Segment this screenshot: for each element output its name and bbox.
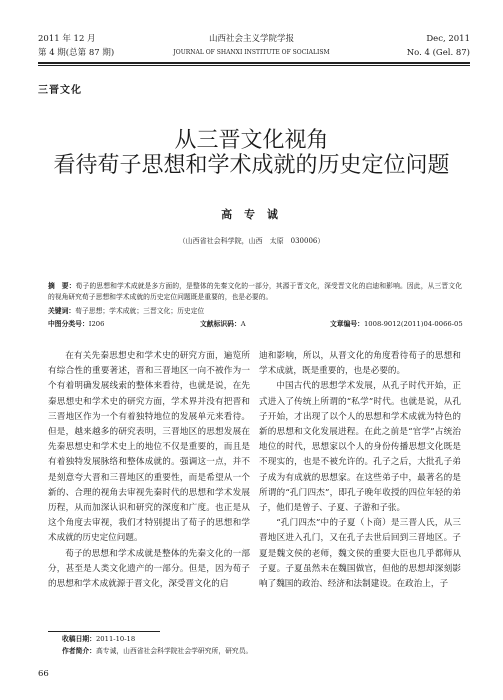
author-affiliation: （山西省社会科学院，山西 太原 030006） xyxy=(178,237,325,245)
journal-title: 山西社会主义学院学报 xyxy=(208,34,294,44)
doc-code xyxy=(200,319,246,330)
article-number xyxy=(330,319,463,330)
article-title-line1: 从三晋文化视角 xyxy=(174,128,329,153)
article-title-line2: 看待荀子思想和学术成就的历史定位问题 xyxy=(53,153,450,178)
keywords xyxy=(48,306,462,317)
article-value: 1008-9012(2011)04-0066-05 xyxy=(363,320,463,328)
article-label: 文章编号： xyxy=(330,320,364,328)
section-label: 三晋文化 xyxy=(38,85,82,96)
journal-title-en: JOURNAL OF SHANXI INSTITUTE OF SOCIALISM xyxy=(173,49,330,56)
received-value: 2011-10-18 xyxy=(95,635,136,643)
received-label: 收稿日期： xyxy=(62,635,96,643)
abstract-text: 荀子的思想和学术成就是多方面的，是整体的先秦文化的一部分，其源于晋文化，深受晋文化的启迪和影响。因此，从三晋文化的视角研究荀子思想和学术成就的历史定位问题既是重要的，也是必要的。 xyxy=(48,282,463,301)
body-paragraph: 在有关先秦思想史和学术史的研究方面，遍览所有综合性的重要著述，晋和三晋地区一向不被作为一个有着明确发展线索的整体来看待，也就是说，在先秦思想史和学术史的研究方面，学术界并没有把晋和三晋地区作为一个有着独特地位的发展单元来看待。但是，越来越多的研究表明，三晋地区的思想发展在先秦思想史和学术史上的地位不仅是重要的，而且是有着独特发展脉络和整体成就的。强调这一点，并不是刻意夸大晋和三晋地区的重要性，而是希望从一个新的、合理的视角去审视先秦时代的思想和学术发展历程，从而加深认识和研究的深度和广度。也正是从这个角度去审视，我们才特别提出了荀子的思想和学术成就的历史定位问题。 xyxy=(48,351,250,544)
header-rule-thin xyxy=(38,65,470,66)
header-issue-en: No. 4 (Gel. 87) xyxy=(406,48,470,58)
author-bio-text: 高专诚，山西省社会科学院社会学研究所，研究员。 xyxy=(95,647,253,655)
body-paragraph: 迪和影响，所以，从晋文化的角度看待荀子的思想和学术成就，既是重要的，也是必要的。 xyxy=(259,351,461,377)
body-paragraph: 荀子的思想和学术成就是整体的先秦文化的一部分，甚至是人类文化遗产的一部分。但是，因为荀子的思想和学术成就源于晋文化，深受晋文化的启 xyxy=(48,548,250,590)
author-bio-label: 作者简介： xyxy=(62,647,96,655)
received-date xyxy=(62,634,135,645)
clc-label: 中图分类号： xyxy=(48,320,89,328)
body-paragraph: “孔门四杰”中的子夏（卜商）是三晋人氏，从三晋地区进入孔门，又在孔子去世后回到三晋地区。子夏是魏文侯的老师，魏文侯的重要大臣也几乎都师从子夏。子夏虽然未在魏国做官，但他的思想却深刻影响了魏国的政治、经济和法制建设。在政治上，子 xyxy=(259,518,461,590)
body-left-column xyxy=(48,349,250,592)
author-name: 高 专 诚 xyxy=(221,208,282,221)
keywords-label: 关键词： xyxy=(48,307,76,315)
footnote-rule xyxy=(48,631,160,632)
body-right-column xyxy=(259,349,461,592)
keywords-text: 荀子思想；学术成就；三晋文化；历史定位 xyxy=(75,307,205,315)
abstract xyxy=(48,281,462,303)
doc-value: A xyxy=(240,320,246,328)
page-number: 66 xyxy=(38,669,49,679)
header-date-en: Dec, 2011 xyxy=(426,34,470,44)
header-issue: 第 4 期(总第 87 期) xyxy=(38,48,115,58)
abstract-label: 摘 要： xyxy=(48,282,76,290)
header-rule xyxy=(38,62,470,64)
header-date: 2011 年 12 月 xyxy=(38,34,96,44)
body-paragraph: 中国古代的思想学术发展，从孔子时代开始，正式进入了传统上所谓的“私学”时代。也就是说，从孔子开始，才出现了以个人的思想和学术成就为特色的新的思想和文化发展进程。在此之前是“官学”占统治地位的时代，思想家以个人的身份传播思想文化既是不现实的，也是不被允许的。孔子之后，大批孔子弟子成为有成就的思想家。在这些弟子中，最著名的是所谓的“孔门四杰”，即孔子晚年收授的四位年轻的弟子，他们是曾子、子夏、子游和子张。 xyxy=(259,381,461,514)
author-bio xyxy=(62,646,252,657)
doc-label: 文献标识码： xyxy=(200,320,241,328)
clc-number xyxy=(48,319,104,330)
clc-value: I206 xyxy=(88,320,105,328)
